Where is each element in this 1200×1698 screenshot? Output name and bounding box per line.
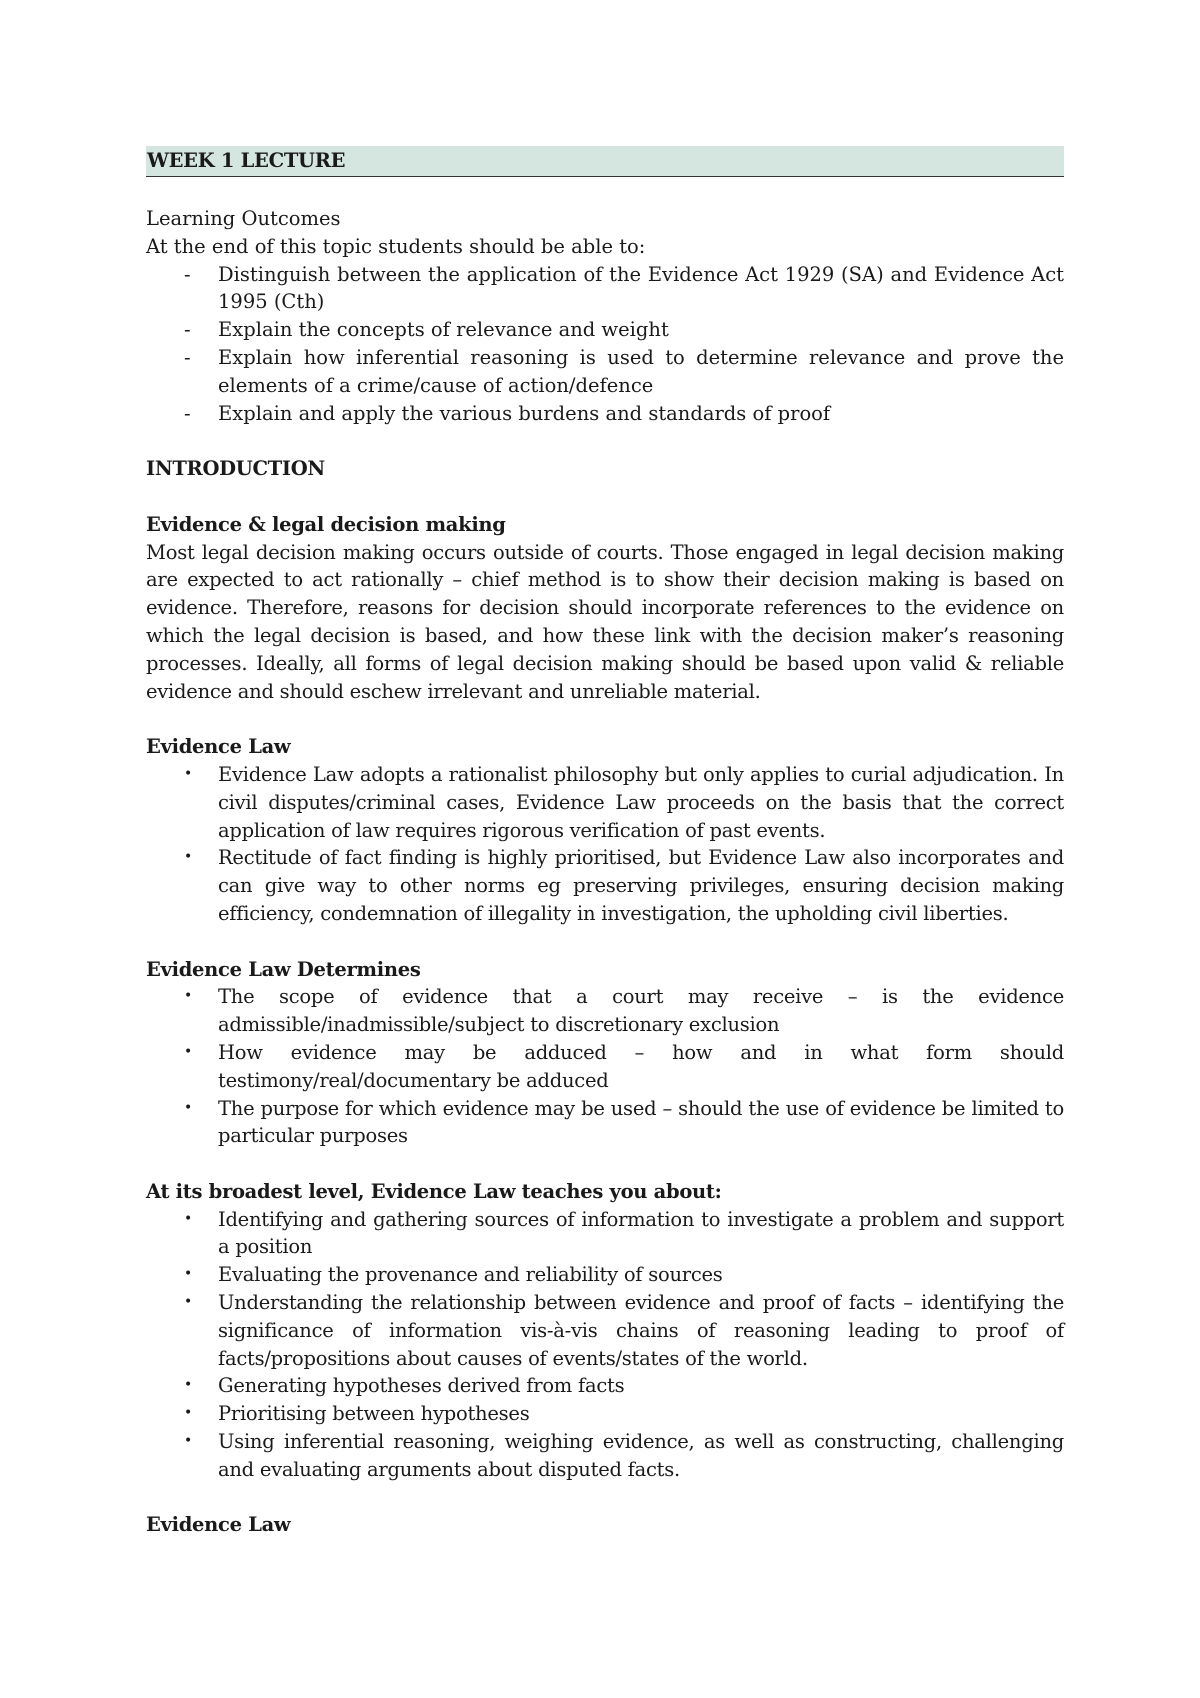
list-item	[146, 1261, 1064, 1289]
list-item	[146, 1039, 1064, 1095]
list-item-text: Evidence Law adopts a rationalist philosophy but only applies to curial adjudication. In civil disputes/criminal cases, Evidence Law proceeds on the basis that the correct application of law requires rigorous verification of past events.	[218, 762, 1064, 842]
list-item	[146, 1095, 1064, 1151]
list-item	[146, 983, 1064, 1039]
list-item-text: Identifying and gathering sources of information to investigate a problem and support a position	[218, 1207, 1064, 1259]
bullet-marker: •	[184, 765, 193, 782]
learning-outcomes-label: Learning Outcomes	[146, 207, 341, 230]
list-item	[146, 261, 1064, 317]
list-item	[146, 1289, 1064, 1372]
list-item-text: Using inferential reasoning, weighing evidence, as well as constructing, challenging and evaluating arguments about disputed facts.	[218, 1430, 1064, 1481]
evidence-decision-heading: Evidence & legal decision making	[146, 512, 506, 536]
outcomes-list	[146, 261, 1064, 428]
list-item-text: Evaluating the provenance and reliability of sources	[218, 1263, 723, 1287]
list-item-text: Explain and apply the various burdens and standards of proof	[218, 401, 831, 425]
bullet-marker: •	[184, 1294, 193, 1311]
list-item-text: How evidence may be adduced – how and in what form should testimony/real/documentary be adduced	[218, 1040, 1064, 1092]
outcomes-intro: At the end of this topic students should be able to:	[146, 234, 646, 258]
bullet-marker: •	[184, 1210, 193, 1227]
introduction-heading: INTRODUCTION	[146, 457, 325, 481]
list-item-text: Generating hypotheses derived from facts	[218, 1374, 625, 1398]
spacer	[146, 483, 1064, 511]
week-title: WEEK 1 LECTURE	[146, 146, 1064, 177]
bullet-marker: •	[184, 1266, 193, 1283]
list-item	[146, 1428, 1064, 1484]
evidence-law-list	[146, 761, 1064, 928]
evidence-law-heading: Evidence Law	[146, 735, 291, 759]
spacer	[146, 1484, 1064, 1512]
list-item	[146, 1372, 1064, 1400]
final-heading: Evidence Law	[146, 1513, 291, 1537]
bullet-marker: •	[184, 988, 193, 1005]
list-item-text: Explain how inferential reasoning is used to determine relevance and prove the elements of a crime/cause of action/defence	[218, 345, 1064, 397]
dash-marker: -	[184, 345, 191, 369]
determines-heading: Evidence Law Determines	[146, 957, 421, 981]
evidence-decision-paragraph: Most legal decision making occurs outside of courts. Those engaged in legal decision making are expected to act rationally – chief method is to show their decision making is based on evidence. Therefore, reasons for decision should incorporate references to the evidence on which the legal decision is based, and how these link with the decision maker’s reasoning processes. Ideally, all forms of legal decision making should be based upon valid & reliable evidence and should eschew irrelevant and unreliable material.	[146, 540, 1064, 703]
dash-marker: -	[184, 318, 191, 342]
list-item	[146, 400, 1064, 428]
list-item-text: Rectitude of fact finding is highly prioritised, but Evidence Law also incorporates and can give way to other norms eg preserving privileges, ensuring decision making efficiency, condemnation of illegality in investigation, the upholding civil liberties.	[218, 846, 1064, 925]
bullet-marker: •	[184, 849, 193, 866]
dash-marker: -	[184, 262, 191, 286]
list-item-text: Explain the concepts of relevance and weight	[218, 318, 669, 342]
broadest-list	[146, 1206, 1064, 1484]
list-item	[146, 761, 1064, 844]
spacer	[146, 928, 1064, 956]
list-item	[146, 316, 1064, 344]
list-item	[146, 1400, 1064, 1428]
dash-marker: -	[184, 401, 191, 425]
bullet-marker: •	[184, 1099, 193, 1116]
bullet-marker: •	[184, 1043, 193, 1060]
spacer	[146, 427, 1064, 455]
spacer	[146, 705, 1064, 733]
list-item-text: The purpose for which evidence may be used – should the use of evidence be limited to particular purposes	[218, 1096, 1064, 1148]
list-item-text: Prioritising between hypotheses	[218, 1402, 530, 1426]
determines-list	[146, 983, 1064, 1150]
bullet-marker: •	[184, 1405, 193, 1422]
bullet-marker: •	[184, 1433, 193, 1450]
document-page	[146, 146, 1064, 1539]
list-item-text: Understanding the relationship between evidence and proof of facts – identifying the significance of information vis-à-vis chains of reasoning leading to proof of facts/propositions about causes of events/states of the world.	[218, 1291, 1064, 1370]
list-item	[146, 1206, 1064, 1262]
list-item-text: The scope of evidence that a court may receive – is the evidence admissible/inadmissible/subject to discretionary exclusion	[218, 985, 1064, 1037]
list-item	[146, 844, 1064, 927]
broadest-heading: At its broadest level, Evidence Law teaches you about:	[146, 1179, 722, 1203]
list-item-text: Distinguish between the application of the Evidence Act 1929 (SA) and Evidence Act 1995 (Cth)	[218, 262, 1064, 314]
list-item	[146, 344, 1064, 400]
spacer	[146, 1150, 1064, 1178]
bullet-marker: •	[184, 1377, 193, 1394]
